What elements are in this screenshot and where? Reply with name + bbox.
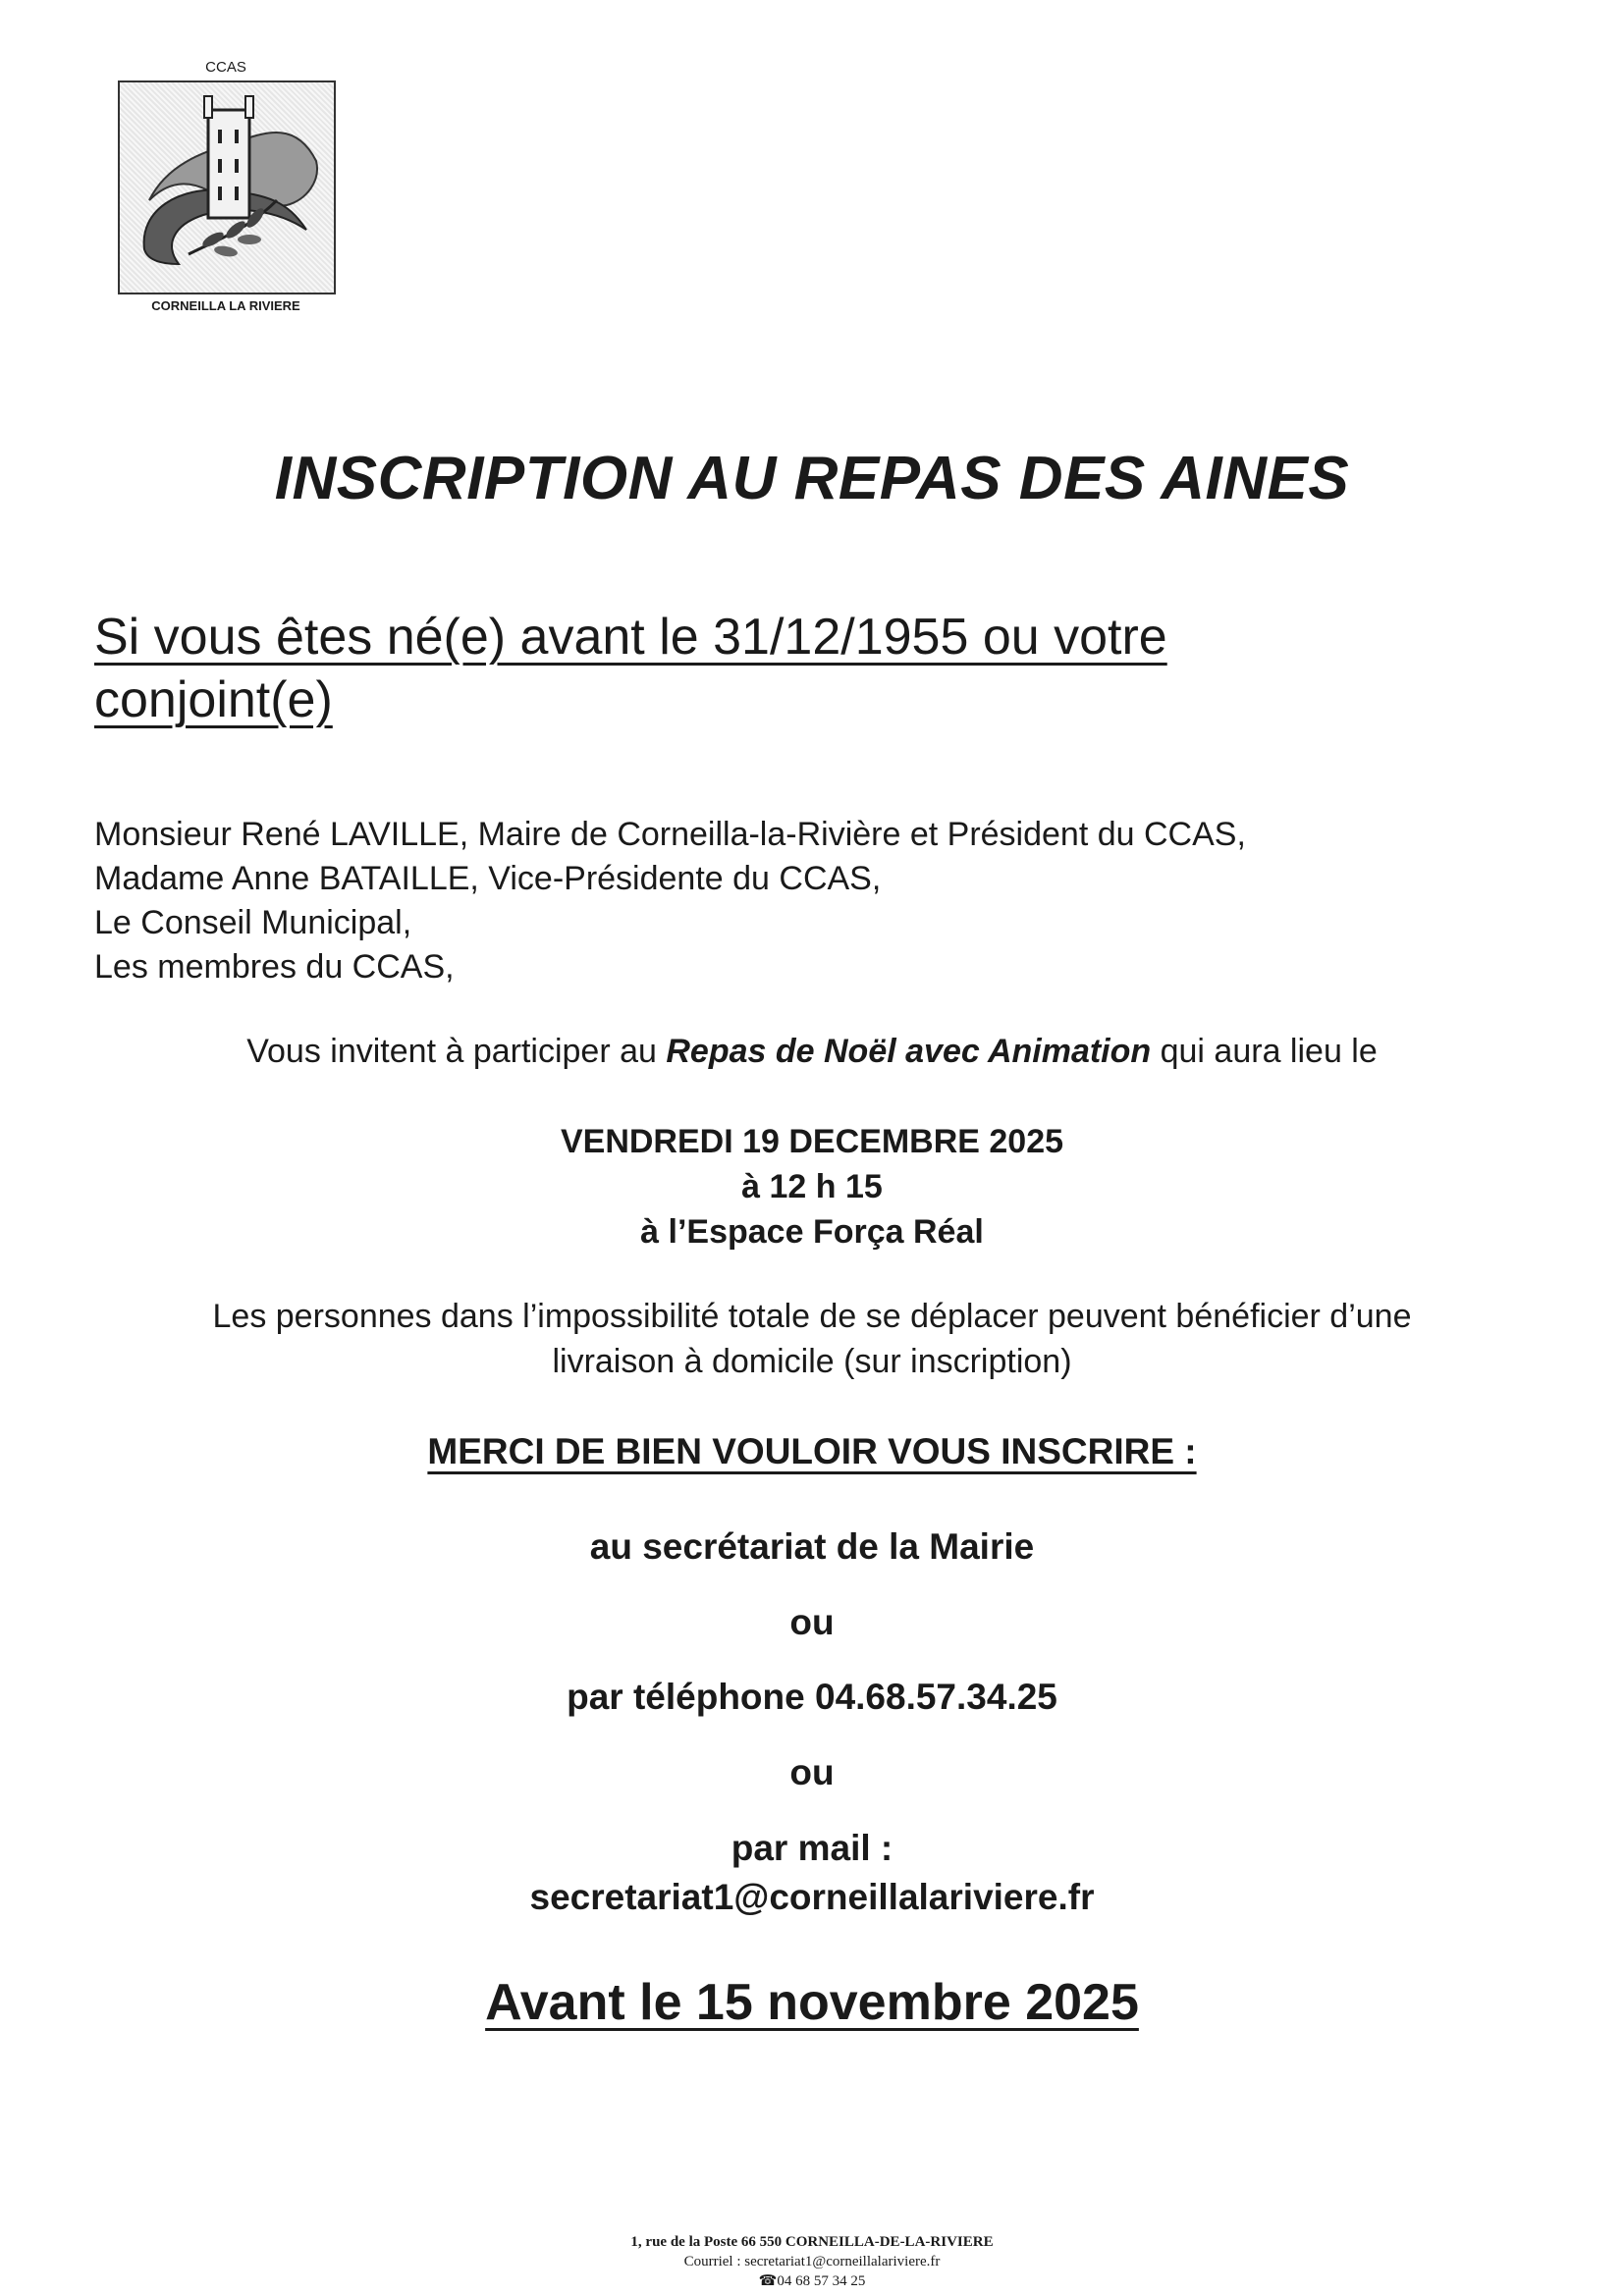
registration-or: ou: [789, 1602, 835, 1642]
invitation-suffix: qui aura lieu le: [1160, 1033, 1378, 1070]
registration-heading: [0, 1431, 1624, 1472]
deadline: [0, 1973, 1624, 2032]
footer: [0, 2232, 1624, 2291]
registration-or: ou: [789, 1752, 835, 1792]
registration-email-link[interactable]: secretariat1@corneillalariviere.fr: [529, 1877, 1095, 1917]
event-place: à l’Espace Força Réal: [640, 1213, 984, 1251]
eligibility-heading: [94, 606, 1390, 731]
eligibility-line-2: conjoint(e): [94, 671, 333, 728]
invitee-line: Monsieur René LAVILLE, Maire de Corneilla-la-Rivière et Président du CCAS,: [94, 816, 1246, 853]
event-details: [0, 1119, 1624, 1255]
delivery-line-2: livraison à domicile (sur inscription): [552, 1343, 1072, 1380]
deadline-text: Avant le 15 novembre 2025: [485, 1974, 1139, 2031]
registration-option-phone: par téléphone 04.68.57.34.25: [567, 1677, 1057, 1717]
eligibility-line-1: Si vous êtes né(e) avant le 31/12/1955 ou votre: [94, 609, 1167, 666]
footer-address: 1, rue de la Poste 66 550 CORNEILLA-DE-LA-RIVIERE: [630, 2234, 994, 2250]
registration-option-mairie: au secrétariat de la Mairie: [589, 1526, 1035, 1567]
event-name: Repas de Noël avec Animation: [666, 1033, 1152, 1070]
invitation-line: [0, 1033, 1624, 1071]
invitee-line: Les membres du CCAS,: [94, 948, 455, 986]
logo-bottom-label: CORNEILLA LA RIVIERE: [151, 298, 300, 313]
page-title: INSCRIPTION AU REPAS DES AINES: [274, 445, 1350, 512]
logo-top-label: CCAS: [205, 59, 246, 76]
registration-heading-text: MERCI DE BIEN VOULOIR VOUS INSCRIRE :: [427, 1431, 1197, 1471]
delivery-note: [98, 1294, 1526, 1384]
ccas-logo: [118, 80, 336, 294]
footer-phone: ☎04 68 57 34 25: [758, 2273, 866, 2289]
delivery-line-1: Les personnes dans l’impossibilité totale de se déplacer peuvent bénéficier d’une: [212, 1298, 1412, 1335]
invitee-line: Le Conseil Municipal,: [94, 904, 412, 941]
footer-email: Courriel : secretariat1@corneillalariviere.fr: [683, 2254, 941, 2269]
event-date: VENDREDI 19 DECEMBRE 2025: [560, 1123, 1064, 1160]
invitation-prefix: Vous invitent à participer au: [246, 1033, 657, 1070]
tower-logo-icon: [120, 82, 334, 293]
invitees-list: [94, 813, 1567, 989]
event-time: à 12 h 15: [741, 1168, 883, 1205]
registration-option-mail-label: par mail :: [731, 1828, 893, 1868]
invitee-line: Madame Anne BATAILLE, Vice-Présidente du CCAS,: [94, 860, 882, 897]
